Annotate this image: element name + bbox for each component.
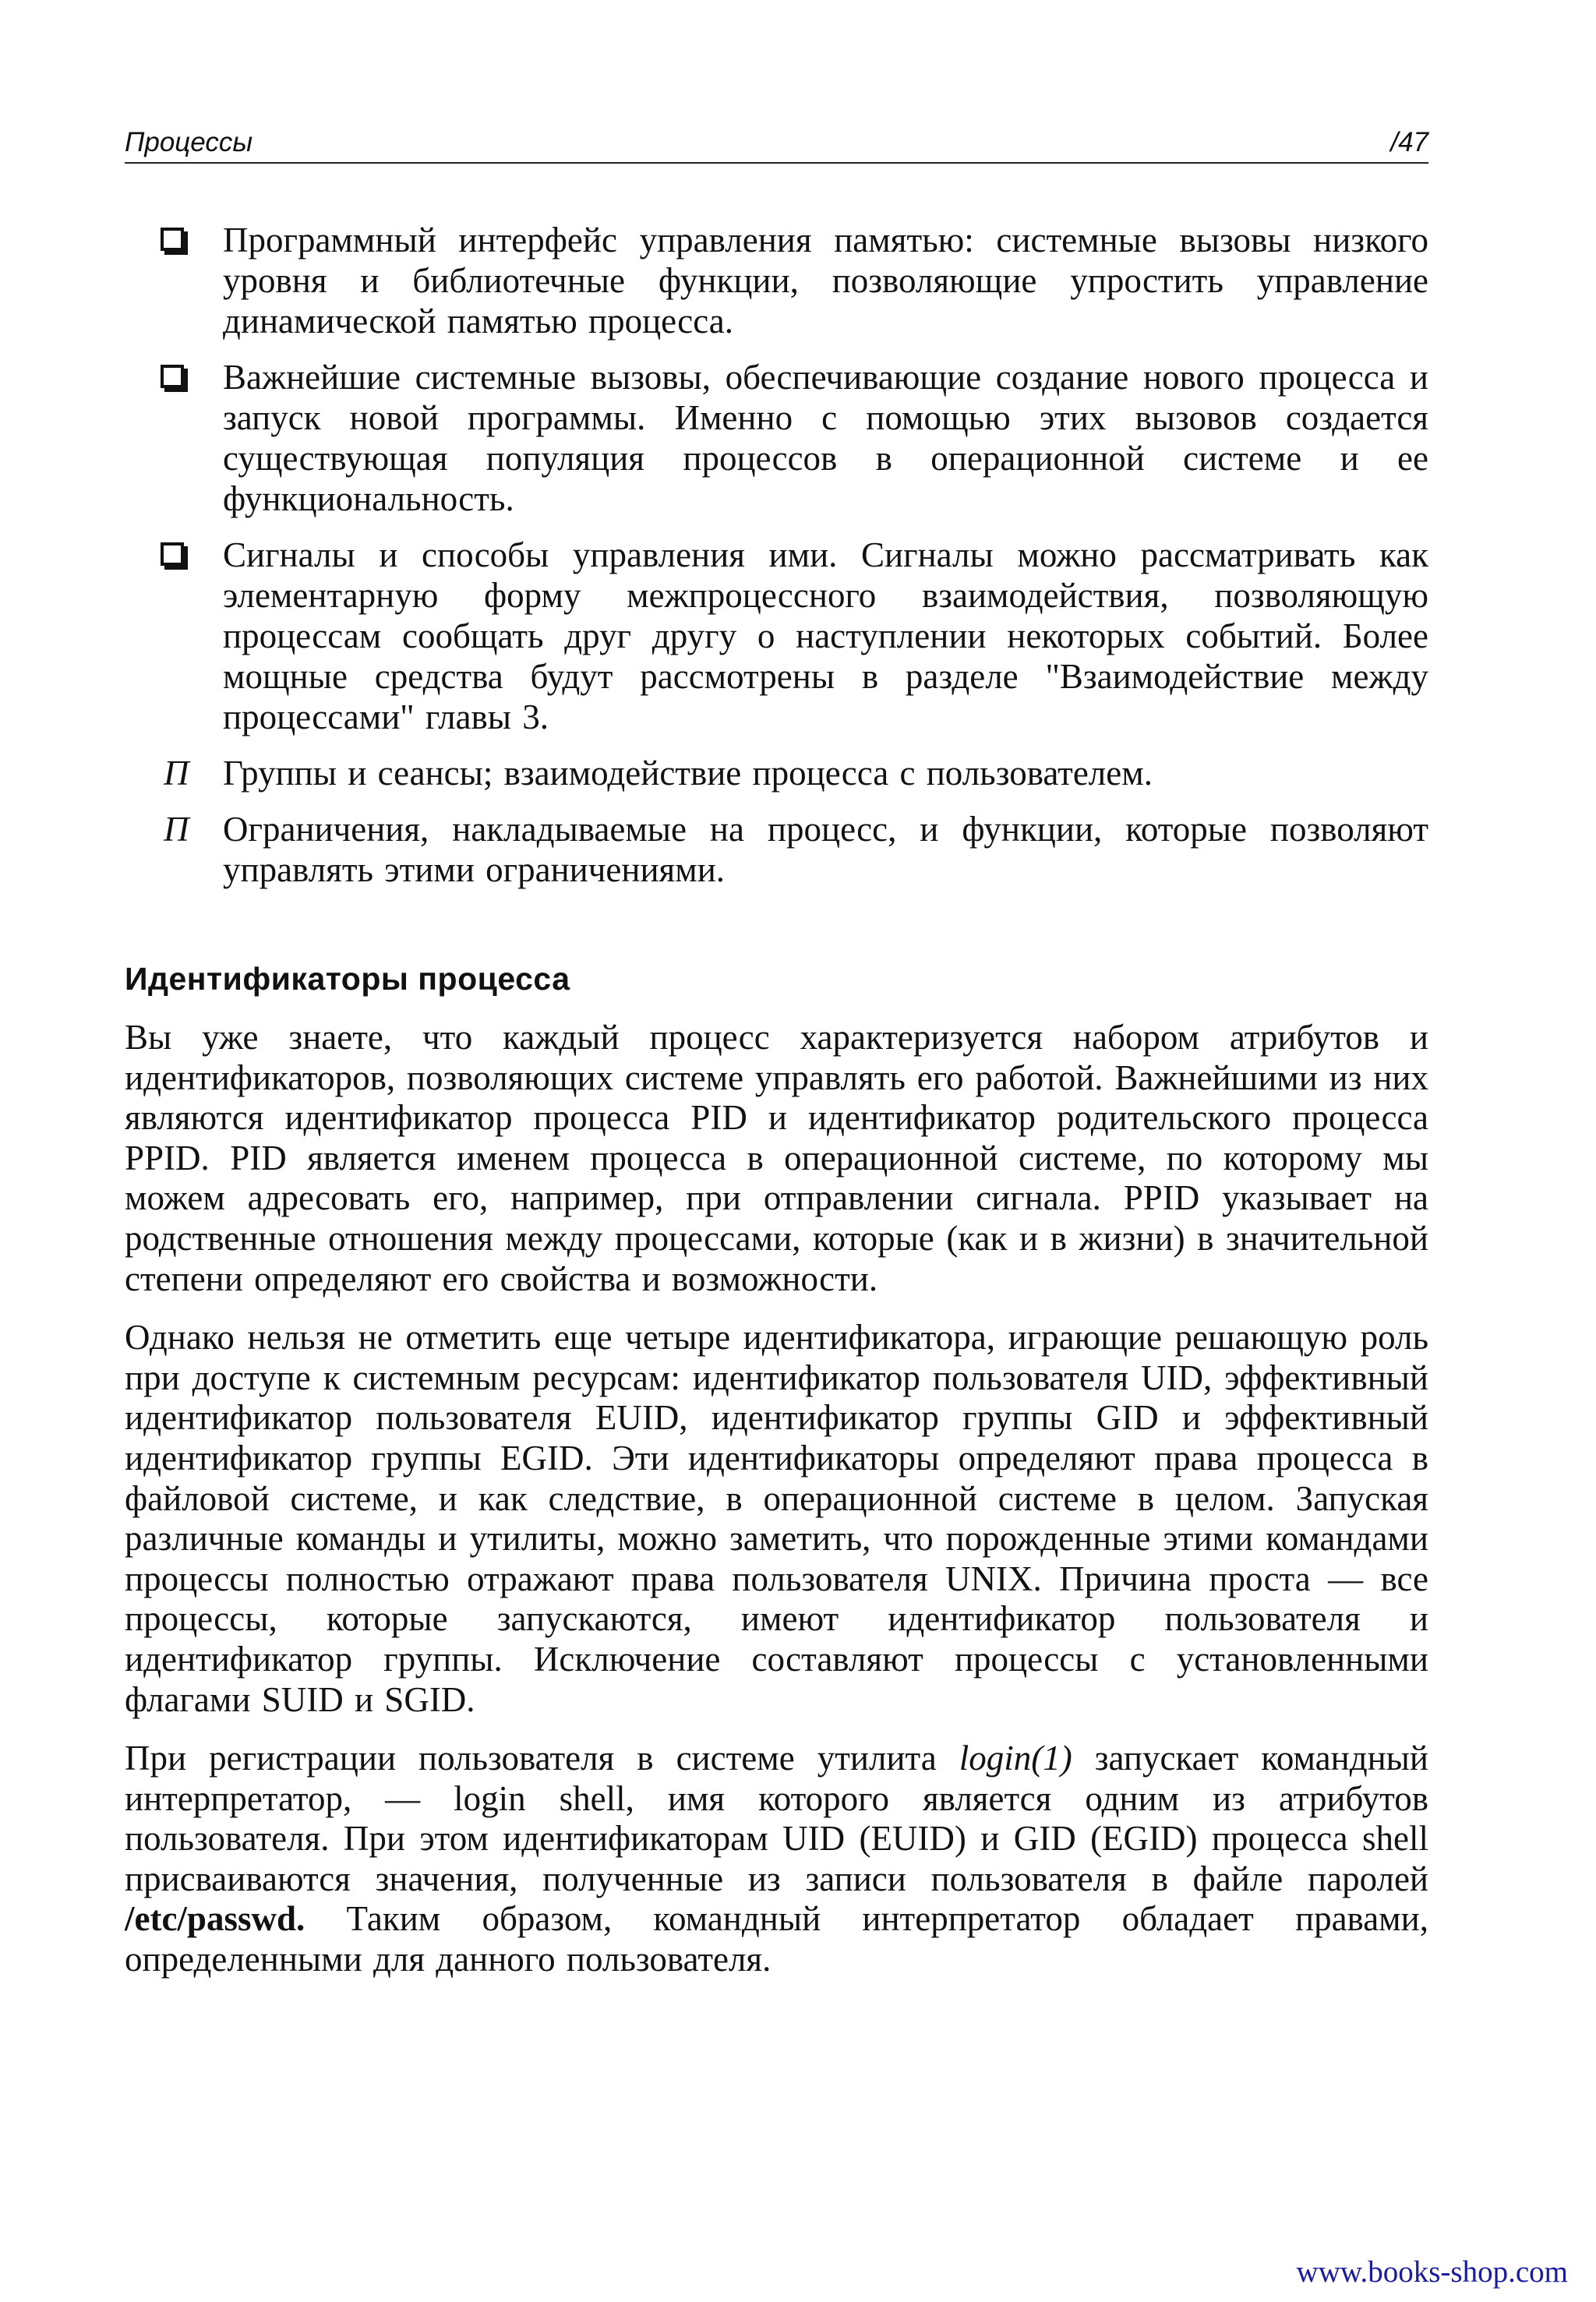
bullet-item-text: Группы и сеансы; взаимодействие процесса с пользователем. [223, 754, 1153, 793]
section-heading: Идентификаторы процесса [125, 961, 570, 997]
page-number: /47 [1390, 127, 1428, 157]
body-paragraph [125, 1739, 1428, 1980]
bullet-marker-letter: П [164, 810, 189, 849]
body-paragraph: Вы уже знаете, что каждый процесс характеризуется набором атрибутов и идентификаторов, позволяющих системе управлять его работой. Важнейшими из них являются идентификатор процесса PID и идентификатор родительского процесса PPID. PID является именем процесса в операционной системе, по которому мы можем адресовать его, например, при отправлении сигнала. PPID указывает на родственные отношения между процессами, которые (как и в жизни) в значительной степени определяют его свойства и возможности. [125, 1018, 1428, 1298]
checkbox-bullet-icon [161, 365, 184, 388]
running-header-section-name: Процессы [125, 127, 253, 157]
paragraph-text-part: Таким образом, командный интерпретатор обладает правами, определенными для данного пользователя. [125, 1899, 1428, 1979]
bullet-item [125, 809, 1428, 890]
footer-website-link[interactable]: www.books-shop.com [1296, 2255, 1568, 2289]
running-header [125, 126, 1428, 164]
bullet-list [125, 220, 1428, 906]
bullet-item [125, 753, 1428, 793]
body-paragraph: Однако нельзя не отметить еще четыре идентификатора, играющие решающую роль при доступе к системным ресурсам: идентификатор пользователя UID, эффективный идентификатор пользователя EUID, идентификатор группы GID и эффективный идентификатор группы EGID. Эти идентификаторы определяют права процесса в файловой системе, и как следствие, в операционной системе в целом. Запуская различные команды и утилиты, можно заметить, что порожденные этими командами процессы полностью отражают права пользователя UNIX. Причина проста — все процессы, которые запускаются, имеют идентификатор пользователя и идентификатор группы. Исключение составляют процессы с установленными флагами SUID и SGID. [125, 1318, 1428, 1719]
checkbox-bullet-icon [161, 542, 184, 566]
body-text [125, 1018, 1428, 1999]
bullet-item-text: Программный интерфейс управления памятью: системные вызовы низкого уровня и библиотечные функции, позволяющие упростить управление динамической памятью процесса. [223, 221, 1428, 341]
bullet-item-text: Ограничения, накладываемые на процесс, и функции, которые позволяют управлять этими ограничениями. [223, 810, 1428, 889]
checkbox-bullet-icon [161, 228, 184, 251]
bullet-item [125, 535, 1428, 737]
paragraph-text-part: запускает командный интерпретатор, — login shell, имя которого является одним из атрибутов пользователя. При этом идентификаторам UID (EUID) и GID (EGID) процесса shell присваиваются значения, полученные из записи пользователя в файле паролей [125, 1739, 1428, 1898]
paragraph-text-part: При регистрации пользователя в системе утилита [125, 1739, 959, 1778]
bullet-item [125, 220, 1428, 341]
bullet-item-text: Важнейшие системные вызовы, обеспечивающие создание нового процесса и запуск новой программы. Именно с помощью этих вызовов создается существующая популяция процессов в операционной системе и ее функциональность. [223, 358, 1428, 518]
bullet-item [125, 357, 1428, 519]
bullet-marker-letter: П [164, 754, 189, 793]
command-name-login: login(1) [959, 1739, 1072, 1778]
file-path-passwd: /etc/passwd. [125, 1899, 305, 1939]
bullet-item-text: Сигналы и способы управления ими. Сигналы можно рассматривать как элементарную форму межпроцессного взаимодействия, позволяющую процессам сообщать друг другу о наступлении некоторых событий. Более мощные средства будут рассмотрены в разделе "Взаимодействие между процессами" главы 3. [223, 535, 1428, 736]
